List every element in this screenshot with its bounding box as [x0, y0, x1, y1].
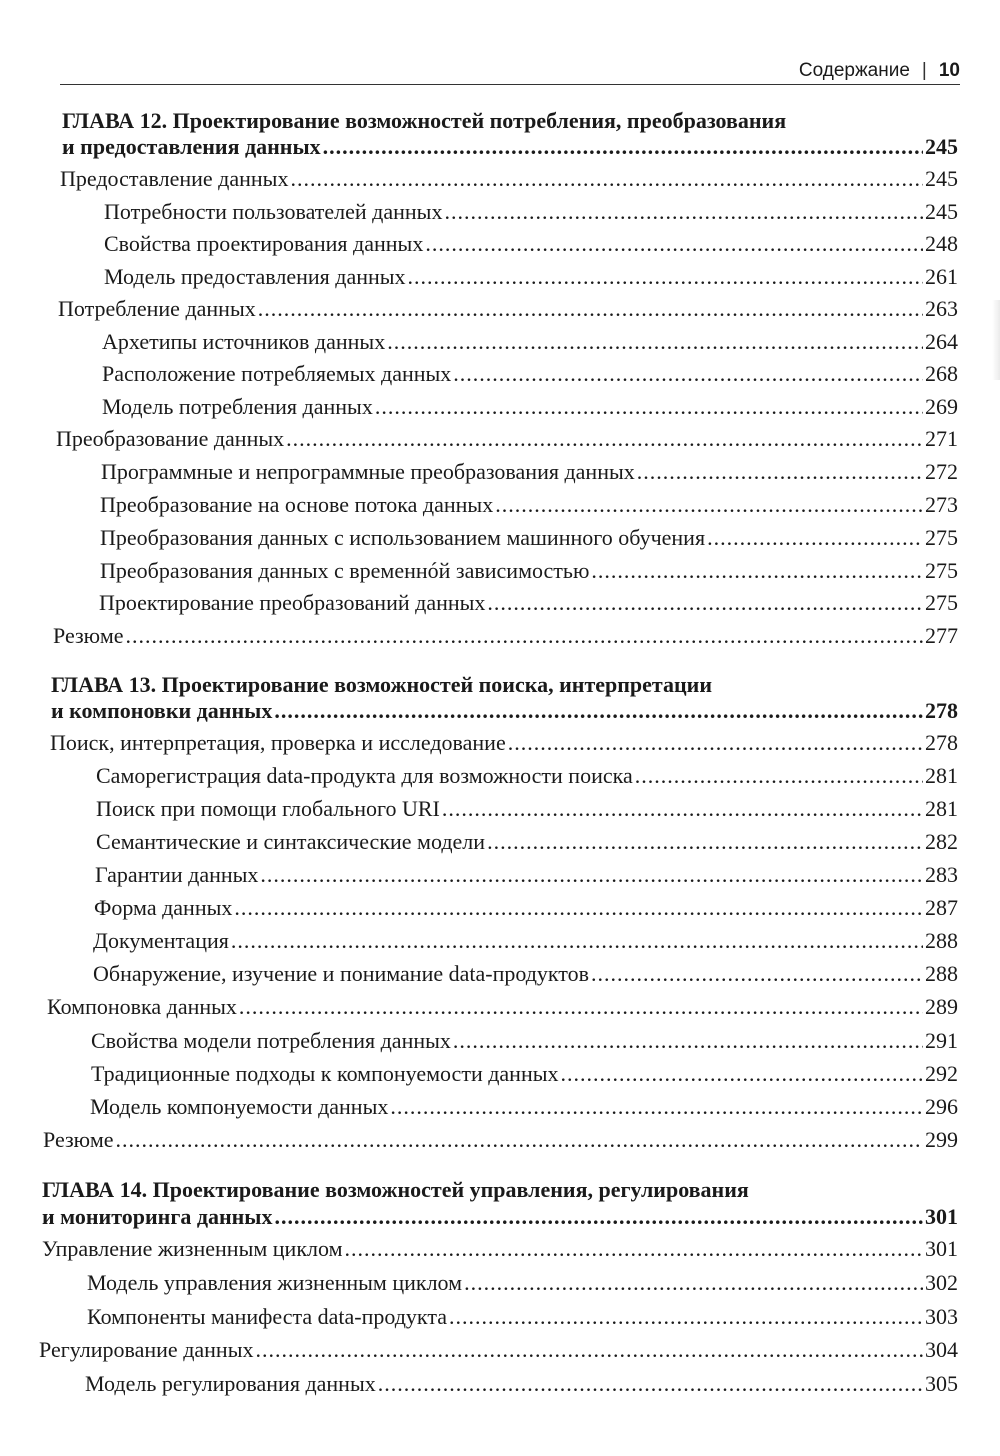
toc-entry[interactable] — [53, 623, 958, 656]
toc-entry[interactable] — [102, 394, 958, 427]
toc-entry[interactable] — [96, 796, 958, 829]
toc-entry[interactable] — [102, 361, 958, 394]
leader-dots — [487, 829, 923, 855]
toc-entry[interactable] — [50, 730, 958, 763]
toc-entry-label: Расположение потребляемых данных — [102, 361, 452, 386]
leader-dots — [425, 231, 923, 257]
toc-entry-label: Преобразование на основе потока данных — [100, 492, 494, 517]
page-number: 10 — [938, 60, 960, 81]
toc-entry[interactable] — [99, 590, 958, 623]
toc-entry-label: Обнаружение, изучение и понимание data-продуктов — [93, 961, 590, 986]
toc-entry-page: 281 — [925, 796, 958, 821]
toc-entry-label: Потребление данных — [58, 296, 256, 321]
leader-dots — [635, 763, 923, 789]
toc-entry-label: Традиционные подходы к компонуемости данных — [91, 1061, 559, 1086]
chapter-title-text: и предоставления данных — [62, 134, 321, 159]
toc-entry-page: 278 — [925, 730, 958, 755]
toc-entry-page: 264 — [925, 329, 958, 354]
leader-dots — [286, 426, 923, 452]
leader-dots — [449, 1304, 923, 1330]
toc-entry-label: Поиск при помощи глобального URI — [96, 796, 440, 821]
toc-entry[interactable] — [47, 994, 958, 1027]
toc-entry-label: Модель предоставления данных — [104, 264, 406, 289]
leader-dots — [290, 166, 923, 192]
toc-entry-page: 282 — [925, 829, 958, 854]
toc-entry-page: 271 — [925, 426, 958, 451]
toc-entry-page: 277 — [925, 623, 958, 648]
leader-dots — [561, 1061, 924, 1087]
leader-dots — [390, 1094, 923, 1120]
toc-entry-page: 305 — [925, 1371, 958, 1396]
toc-entry[interactable] — [94, 895, 958, 928]
toc-entry-page: 261 — [925, 264, 958, 289]
toc-entry[interactable] — [93, 928, 958, 961]
chapter-page: 245 — [925, 134, 958, 159]
toc-entry-label: Модель компонуемости данных — [90, 1094, 389, 1119]
toc-entry-page: 288 — [925, 961, 958, 986]
toc-entry[interactable] — [91, 1061, 958, 1094]
toc-entry-page: 275 — [925, 590, 958, 615]
toc-entry[interactable] — [60, 166, 958, 199]
toc-entry-label: Преобразования данных с использованием машинного обучения — [100, 525, 706, 550]
leader-dots — [258, 296, 923, 322]
toc-entry-page: 248 — [925, 231, 958, 256]
leader-dots — [234, 895, 923, 921]
toc-entry[interactable] — [39, 1337, 958, 1370]
toc-entry-label: Модель регулирования данных — [85, 1371, 376, 1396]
header-separator: | — [921, 60, 927, 81]
leader-dots — [375, 394, 923, 420]
leader-dots — [116, 1127, 923, 1153]
leader-dots — [408, 264, 923, 290]
toc-entry[interactable] — [91, 1028, 958, 1061]
leader-dots — [239, 994, 923, 1020]
toc-entry-page: 272 — [925, 459, 958, 484]
leader-dots — [495, 492, 923, 518]
leader-dots — [126, 623, 923, 649]
toc-entry-page: 263 — [925, 296, 958, 321]
toc-entry-label: Предоставление данных — [60, 166, 289, 191]
toc-entry-label: Саморегистрация data-продукта для возможности поиска — [96, 763, 633, 788]
toc-entry-label: Преобразование данных — [56, 426, 285, 451]
toc-entry[interactable] — [100, 492, 958, 525]
toc-entry-page: 245 — [925, 166, 958, 191]
toc-entry-page: 303 — [925, 1304, 958, 1329]
leader-dots — [464, 1270, 923, 1296]
toc-entry-page: 299 — [925, 1127, 958, 1152]
toc-entry[interactable] — [87, 1270, 958, 1303]
toc-entry-label: Семантические и синтаксические модели — [96, 829, 486, 854]
toc-entry[interactable] — [58, 296, 958, 329]
toc-entry-page: 296 — [925, 1094, 958, 1119]
toc-entry[interactable] — [101, 459, 958, 492]
toc-entry-label: Преобразования данных с временнóй зависимостью — [100, 558, 590, 583]
toc-entry-label: Резюме — [53, 623, 124, 648]
toc-entry-page: 301 — [925, 1236, 958, 1261]
toc-entry-page: 269 — [925, 394, 958, 419]
toc-entry[interactable] — [102, 329, 958, 362]
leader-dots — [274, 1204, 923, 1230]
toc-entry-page: 273 — [925, 492, 958, 517]
toc-entry-label: Форма данных — [94, 895, 233, 920]
toc-entry-label: Свойства проектирования данных — [104, 231, 424, 256]
toc-entry-label: Программные и непрограммные преобразования данных — [101, 459, 635, 484]
toc-entry[interactable] — [100, 525, 958, 558]
toc-entry[interactable] — [56, 426, 958, 459]
toc-entry-label: Модель потребления данных — [102, 394, 373, 419]
toc-entry-label: Регулирование данных — [39, 1337, 254, 1362]
toc-entry-label: Поиск, интерпретация, проверка и исследование — [50, 730, 506, 755]
toc-entry-page: 304 — [925, 1337, 958, 1362]
toc-entry[interactable] — [104, 264, 958, 297]
leader-dots — [274, 698, 923, 724]
toc-entry[interactable] — [43, 1127, 958, 1160]
leader-dots — [591, 558, 923, 584]
chapter-13-title-line1: ГЛАВА 13. Проектирование возможностей поиска, интерпретации — [51, 672, 713, 697]
toc-entry-page: 302 — [925, 1270, 958, 1295]
toc-entry-label: Компоновка данных — [47, 994, 237, 1019]
toc-entry-label: Модель управления жизненным циклом — [87, 1270, 463, 1295]
chapter-page: 301 — [925, 1204, 958, 1229]
toc-entry-label: Свойства модели потребления данных — [91, 1028, 451, 1053]
chapter-title-text: и компоновки данных — [51, 698, 273, 723]
toc-entry-page: 289 — [925, 994, 958, 1019]
leader-dots — [453, 361, 923, 387]
leader-dots — [707, 525, 923, 551]
toc-entry-page: 283 — [925, 862, 958, 887]
toc-entry-page: 245 — [925, 199, 958, 224]
chapter-title-text: и мониторинга данных — [42, 1204, 273, 1229]
header-section-title: Содержание — [798, 60, 910, 81]
toc-entry-label: Документация — [93, 928, 229, 953]
leader-dots — [378, 1371, 923, 1397]
toc-entry[interactable] — [85, 1371, 958, 1404]
chapter-13-title[interactable] — [51, 698, 958, 731]
toc-entry[interactable] — [96, 829, 958, 862]
leader-dots — [508, 730, 923, 756]
running-header — [60, 56, 960, 85]
toc-entry-page: 287 — [925, 895, 958, 920]
chapter-12-title-line1: ГЛАВА 12. Проектирование возможностей потребления, преобразования — [62, 108, 787, 133]
chapter-page: 278 — [925, 698, 958, 723]
leader-dots — [637, 459, 923, 485]
toc-entry-page: 288 — [925, 928, 958, 953]
toc-entry-page: 275 — [925, 525, 958, 550]
toc-entry-label: Управление жизненным циклом — [42, 1236, 343, 1261]
toc-entry-label: Компоненты манифеста data-продукта — [87, 1304, 447, 1329]
toc-entry-label: Архетипы источников данных — [102, 329, 386, 354]
leader-dots — [487, 590, 923, 616]
toc-entry[interactable] — [104, 199, 958, 232]
toc-entry-page: 281 — [925, 763, 958, 788]
toc-entry[interactable] — [95, 862, 958, 895]
toc-entry-page: 291 — [925, 1028, 958, 1053]
leader-dots — [453, 1028, 923, 1054]
toc-entry-label: Гарантии данных — [95, 862, 259, 887]
page-edge-shadow — [992, 300, 1000, 380]
toc-entry-page: 275 — [925, 558, 958, 583]
toc-entry[interactable] — [96, 763, 958, 796]
toc-entry-page: 268 — [925, 361, 958, 386]
leader-dots — [345, 1236, 923, 1262]
toc-entry[interactable] — [100, 558, 958, 591]
toc-entry[interactable] — [93, 961, 958, 994]
toc-entry-label: Резюме — [43, 1127, 114, 1152]
leader-dots — [323, 134, 923, 160]
chapter-14-title-line1: ГЛАВА 14. Проектирование возможностей управления, регулирования — [42, 1177, 749, 1202]
toc-entry[interactable] — [87, 1304, 958, 1337]
leader-dots — [444, 199, 923, 225]
leader-dots — [591, 961, 923, 987]
toc-entry-label: Проектирование преобразований данных — [99, 590, 486, 615]
leader-dots — [442, 796, 923, 822]
toc-entry[interactable] — [104, 231, 958, 264]
toc-entry-label: Потребности пользователей данных — [104, 199, 443, 224]
leader-dots — [231, 928, 923, 954]
chapter-14-title[interactable] — [42, 1204, 958, 1237]
toc-entry[interactable] — [42, 1236, 958, 1269]
leader-dots — [260, 862, 923, 888]
toc-entry-page: 292 — [925, 1061, 958, 1086]
toc-entry[interactable] — [90, 1094, 958, 1127]
leader-dots — [255, 1337, 923, 1363]
chapter-12-title[interactable] — [62, 134, 958, 167]
leader-dots — [387, 329, 923, 355]
